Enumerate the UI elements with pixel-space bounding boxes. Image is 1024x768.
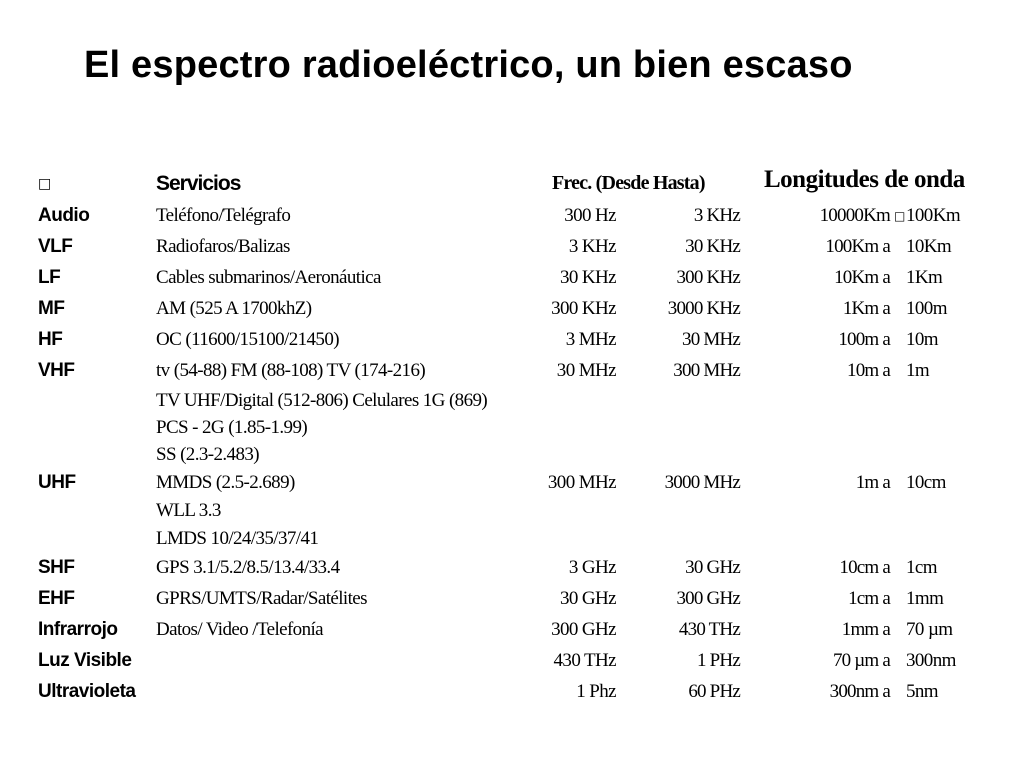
freq-to: 1 PHz <box>697 650 740 671</box>
service-label: Cables submarinos/Aeronáutica <box>156 267 381 288</box>
service-label: OC (11600/15100/21450) <box>156 329 339 350</box>
freq-from: 1 Phz <box>576 681 616 702</box>
table-row <box>0 387 1024 415</box>
freq-from: 30 MHz <box>556 360 616 381</box>
table-row <box>0 357 1024 385</box>
wavelength-to: 1m <box>906 360 930 381</box>
freq-to: 3000 KHz <box>667 298 740 319</box>
wavelength-from: 10cm a <box>839 557 890 578</box>
wavelength-from: 100m a <box>838 329 890 350</box>
service-label: MMDS (2.5-2.689) <box>156 472 295 493</box>
wavelength-from: 1mm a <box>841 619 890 640</box>
freq-to: 30 MHz <box>682 329 740 350</box>
wavelength-to: 1cm <box>906 557 937 578</box>
wavelength-to: 100Km <box>906 205 961 226</box>
table-row <box>0 469 1024 497</box>
wavelength-to: 1mm <box>906 588 944 609</box>
band-label: UHF <box>38 472 76 493</box>
service-label: Teléfono/Telégrafo <box>156 205 291 226</box>
table-row <box>0 616 1024 644</box>
freq-to: 300 MHz <box>673 360 740 381</box>
band-label: SHF <box>38 557 75 578</box>
wavelength-to: 1Km <box>906 267 943 288</box>
wavelength-to: 100m <box>906 298 947 319</box>
wavelength-from: 1cm a <box>848 588 890 609</box>
table-row <box>0 554 1024 582</box>
freq-to: 430 THz <box>678 619 740 640</box>
band-label: Luz Visible <box>38 650 132 671</box>
table-row <box>0 326 1024 354</box>
band-label: Infrarrojo <box>38 619 118 640</box>
freq-to: 30 KHz <box>685 236 740 257</box>
freq-to: 300 KHz <box>676 267 740 288</box>
band-label: Ultravioleta <box>38 681 136 702</box>
table-row <box>0 678 1024 706</box>
table-row <box>0 525 1024 553</box>
freq-from: 3 GHz <box>568 557 616 578</box>
wavelength-to: 10cm <box>906 472 946 493</box>
service-label: GPRS/UMTS/Radar/Satélites <box>156 588 367 609</box>
service-label: Datos/ Video /Telefonía <box>156 619 323 640</box>
band-label: EHF <box>38 588 75 609</box>
freq-to: 300 GHz <box>676 588 740 609</box>
wavelength-to: 5nm <box>906 681 938 702</box>
wavelength-from: 10000Km <box>819 205 890 226</box>
table-row <box>0 441 1024 469</box>
freq-to: 60 PHz <box>688 681 740 702</box>
header-frecuencias: Frec. (Desde Hasta) <box>552 172 705 194</box>
table-row <box>0 233 1024 261</box>
wavelength-from: 100Km a <box>825 236 890 257</box>
wavelength-to: 300nm <box>906 650 956 671</box>
freq-from: 3 KHz <box>568 236 616 257</box>
wavelength-to: 70 µm <box>906 619 953 640</box>
freq-from: 30 GHz <box>559 588 616 609</box>
band-label: VHF <box>38 360 75 381</box>
service-label: WLL 3.3 <box>156 500 221 521</box>
header-longitudes: Longitudes de onda <box>764 166 965 193</box>
band-label: LF <box>38 267 61 288</box>
service-label: tv (54-88) FM (88-108) TV (174-216) <box>156 360 426 381</box>
wavelength-to: 10Km <box>906 236 952 257</box>
service-label: AM (525 A 1700khZ) <box>156 298 312 319</box>
wavelength-from: 1m a <box>855 472 890 493</box>
table-row <box>0 497 1024 525</box>
header-servicios: Servicios <box>156 172 241 195</box>
wavelength-from: 10m a <box>847 360 890 381</box>
service-label: Radiofaros/Balizas <box>156 236 290 257</box>
band-label: MF <box>38 298 65 319</box>
freq-from: 300 MHz <box>547 472 616 493</box>
table-row <box>0 202 1024 230</box>
wavelength-mark: □ <box>894 209 906 223</box>
table-row <box>0 295 1024 323</box>
wavelength-from: 10Km a <box>834 267 890 288</box>
freq-from: 430 THz <box>553 650 616 671</box>
table-row <box>0 585 1024 613</box>
freq-from: 300 KHz <box>551 298 616 319</box>
service-label: LMDS 10/24/35/37/41 <box>156 528 319 549</box>
service-label: SS (2.3-2.483) <box>156 444 259 465</box>
band-label: HF <box>38 329 63 350</box>
header-mark: □ <box>38 176 52 192</box>
freq-to: 30 GHz <box>685 557 740 578</box>
table-row <box>0 647 1024 675</box>
wavelength-from: 70 µm a <box>832 650 890 671</box>
freq-to: 3 KHz <box>693 205 740 226</box>
freq-from: 300 Hz <box>564 205 616 226</box>
band-label: Audio <box>38 205 90 226</box>
service-label: GPS 3.1/5.2/8.5/13.4/33.4 <box>156 557 340 578</box>
freq-from: 300 GHz <box>551 619 616 640</box>
service-label: TV UHF/Digital (512-806) Celulares 1G (869) <box>156 390 488 411</box>
service-label: PCS - 2G (1.85-1.99) <box>156 417 308 438</box>
table-row <box>0 414 1024 442</box>
freq-to: 3000 MHz <box>664 472 740 493</box>
wavelength-from: 1Km a <box>842 298 890 319</box>
freq-from: 30 KHz <box>559 267 616 288</box>
page-title: El espectro radioeléctrico, un bien escaso <box>84 44 853 86</box>
band-label: VLF <box>38 236 73 257</box>
wavelength-from: 300nm a <box>829 681 890 702</box>
wavelength-to: 10m <box>906 329 938 350</box>
freq-from: 3 MHz <box>565 329 616 350</box>
table-row <box>0 264 1024 292</box>
